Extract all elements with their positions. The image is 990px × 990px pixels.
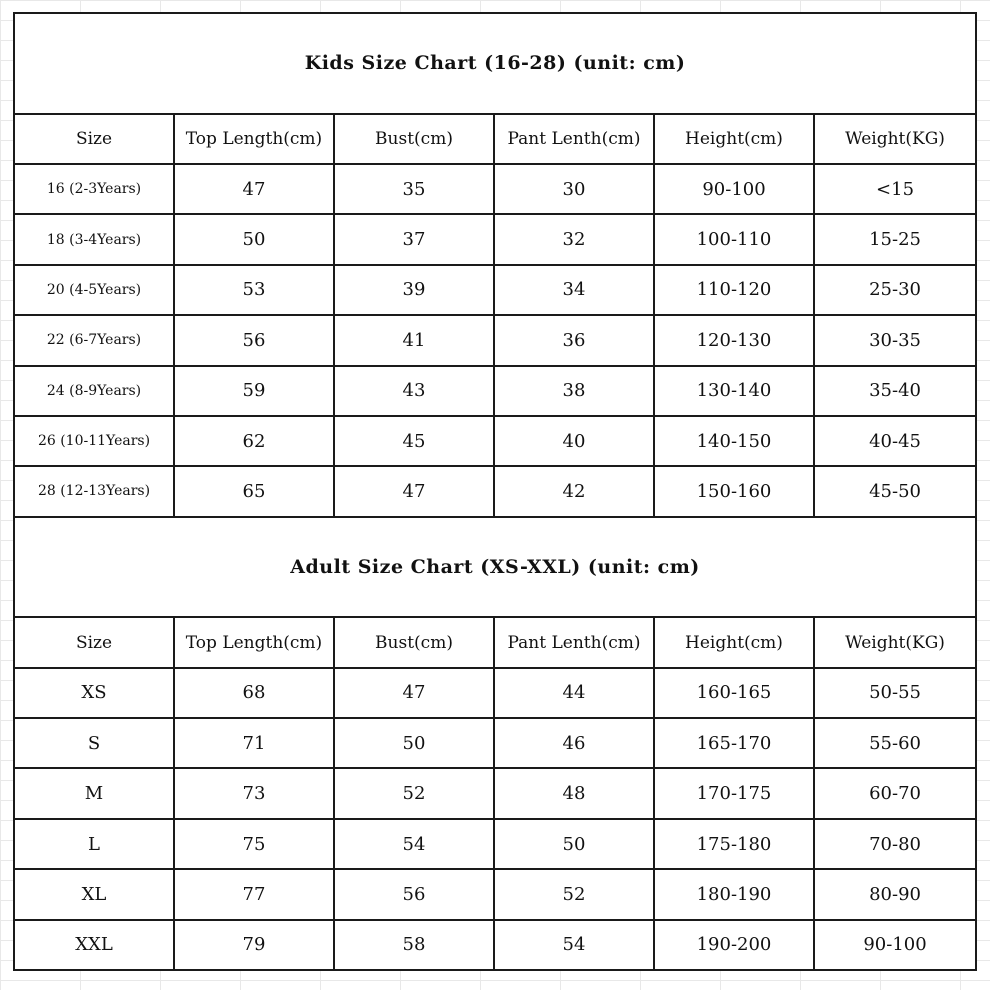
kids-cell-height: 120-130: [654, 315, 814, 365]
kids-cell-pant-length: 30: [494, 164, 654, 214]
kids-cell-height: 140-150: [654, 416, 814, 466]
adult-cell-top-length: 73: [174, 768, 334, 818]
kids-cell-weight: 35-40: [814, 366, 976, 416]
kids-header-top-length: Top Length(cm): [174, 114, 334, 164]
kids-cell-size: 20 (4-5Years): [14, 265, 174, 315]
adult-cell-weight: 90-100: [814, 920, 976, 970]
table-row: [14, 668, 976, 718]
adult-cell-top-length: 79: [174, 920, 334, 970]
adult-cell-weight: 50-55: [814, 668, 976, 718]
adult-cell-size: XS: [14, 668, 174, 718]
kids-cell-top-length: 47: [174, 164, 334, 214]
adult-cell-size: M: [14, 768, 174, 818]
kids-header-weight: Weight(KG): [814, 114, 976, 164]
kids-cell-weight: 45-50: [814, 466, 976, 516]
adult-cell-weight: 80-90: [814, 869, 976, 919]
kids-cell-top-length: 62: [174, 416, 334, 466]
adult-cell-height: 190-200: [654, 920, 814, 970]
adult-cell-bust: 52: [334, 768, 494, 818]
adult-cell-pant-length: 46: [494, 718, 654, 768]
kids-cell-height: 130-140: [654, 366, 814, 416]
table-row: [14, 416, 976, 466]
table-row: [14, 768, 976, 818]
kids-header-pant-length: Pant Lenth(cm): [494, 114, 654, 164]
kids-header-row: [14, 114, 976, 164]
adult-header-top-length: Top Length(cm): [174, 617, 334, 667]
adult-title-row: [14, 517, 976, 618]
kids-cell-pant-length: 32: [494, 214, 654, 264]
adult-cell-height: 165-170: [654, 718, 814, 768]
kids-cell-bust: 43: [334, 366, 494, 416]
kids-cell-top-length: 59: [174, 366, 334, 416]
adult-cell-pant-length: 48: [494, 768, 654, 818]
kids-header-bust: Bust(cm): [334, 114, 494, 164]
kids-cell-weight: 25-30: [814, 265, 976, 315]
adult-cell-pant-length: 50: [494, 819, 654, 869]
adult-cell-top-length: 71: [174, 718, 334, 768]
table-row: [14, 466, 976, 516]
kids-cell-size: 22 (6-7Years): [14, 315, 174, 365]
kids-cell-bust: 45: [334, 416, 494, 466]
table-row: [14, 819, 976, 869]
table-row: [14, 164, 976, 214]
adult-cell-bust: 58: [334, 920, 494, 970]
table-row: [14, 315, 976, 365]
kids-cell-pant-length: 40: [494, 416, 654, 466]
adult-cell-bust: 54: [334, 819, 494, 869]
table-row: [14, 265, 976, 315]
adult-header-bust: Bust(cm): [334, 617, 494, 667]
kids-title-row: [14, 13, 976, 114]
adult-header-pant-length: Pant Lenth(cm): [494, 617, 654, 667]
adult-cell-height: 170-175: [654, 768, 814, 818]
adult-cell-pant-length: 44: [494, 668, 654, 718]
adult-cell-top-length: 68: [174, 668, 334, 718]
kids-cell-top-length: 50: [174, 214, 334, 264]
kids-cell-pant-length: 34: [494, 265, 654, 315]
kids-cell-top-length: 53: [174, 265, 334, 315]
kids-cell-size: 16 (2-3Years): [14, 164, 174, 214]
kids-cell-height: 150-160: [654, 466, 814, 516]
adult-cell-pant-length: 52: [494, 869, 654, 919]
adult-cell-top-length: 75: [174, 819, 334, 869]
table-row: [14, 869, 976, 919]
kids-cell-top-length: 56: [174, 315, 334, 365]
kids-cell-size: 28 (12-13Years): [14, 466, 174, 516]
kids-cell-height: 90-100: [654, 164, 814, 214]
kids-cell-bust: 37: [334, 214, 494, 264]
kids-cell-weight: 40-45: [814, 416, 976, 466]
kids-cell-pant-length: 36: [494, 315, 654, 365]
adult-header-weight: Weight(KG): [814, 617, 976, 667]
adult-cell-size: XXL: [14, 920, 174, 970]
kids-cell-pant-length: 38: [494, 366, 654, 416]
table-row: [14, 366, 976, 416]
kids-cell-bust: 41: [334, 315, 494, 365]
kids-cell-size: 26 (10-11Years): [14, 416, 174, 466]
adult-chart-title: Adult Size Chart (XS-XXL) (unit: cm): [14, 517, 976, 618]
kids-cell-weight: 15-25: [814, 214, 976, 264]
adult-cell-size: S: [14, 718, 174, 768]
adult-cell-size: L: [14, 819, 174, 869]
kids-cell-top-length: 65: [174, 466, 334, 516]
adult-size-section: [14, 517, 976, 970]
kids-cell-bust: 39: [334, 265, 494, 315]
kids-cell-height: 110-120: [654, 265, 814, 315]
adult-cell-weight: 60-70: [814, 768, 976, 818]
adult-cell-height: 175-180: [654, 819, 814, 869]
kids-cell-bust: 47: [334, 466, 494, 516]
kids-header-size: Size: [14, 114, 174, 164]
adult-cell-bust: 56: [334, 869, 494, 919]
table-row: [14, 718, 976, 768]
adult-header-row: [14, 617, 976, 667]
size-chart-table: [13, 12, 977, 971]
kids-cell-weight: <15: [814, 164, 976, 214]
kids-cell-height: 100-110: [654, 214, 814, 264]
kids-size-section: [14, 13, 976, 517]
kids-chart-title: Kids Size Chart (16-28) (unit: cm): [14, 13, 976, 114]
table-row: [14, 920, 976, 970]
kids-cell-pant-length: 42: [494, 466, 654, 516]
adult-cell-height: 160-165: [654, 668, 814, 718]
adult-cell-weight: 70-80: [814, 819, 976, 869]
adult-cell-height: 180-190: [654, 869, 814, 919]
kids-cell-size: 24 (8-9Years): [14, 366, 174, 416]
adult-header-size: Size: [14, 617, 174, 667]
kids-header-height: Height(cm): [654, 114, 814, 164]
adult-cell-size: XL: [14, 869, 174, 919]
kids-cell-size: 18 (3-4Years): [14, 214, 174, 264]
adult-header-height: Height(cm): [654, 617, 814, 667]
adult-cell-bust: 50: [334, 718, 494, 768]
adult-cell-bust: 47: [334, 668, 494, 718]
adult-cell-pant-length: 54: [494, 920, 654, 970]
kids-cell-bust: 35: [334, 164, 494, 214]
kids-cell-weight: 30-35: [814, 315, 976, 365]
adult-cell-weight: 55-60: [814, 718, 976, 768]
adult-cell-top-length: 77: [174, 869, 334, 919]
table-row: [14, 214, 976, 264]
